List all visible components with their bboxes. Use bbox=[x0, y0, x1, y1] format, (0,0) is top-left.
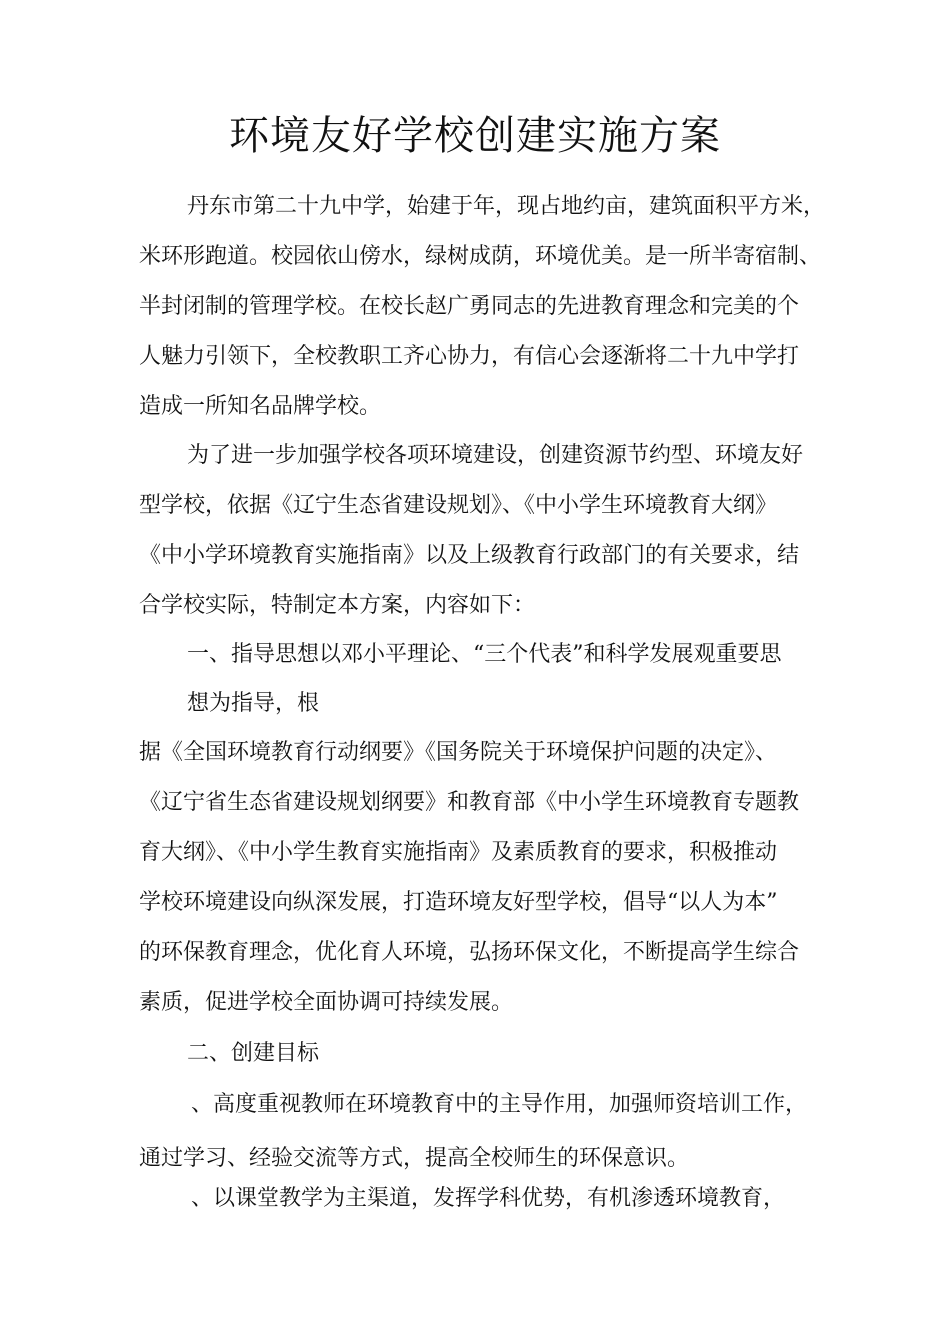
paragraph-line: 育大纲》、《中小学生教育实施指南》及素质教育的要求，积极推动 bbox=[139, 840, 778, 865]
paragraph-line: 据《全国环境教育行动纲要》《国务院关于环境保护问题的决定》、 bbox=[139, 740, 778, 765]
paragraph-line: 人魅力引领下，全校教职工齐心协力，有信心会逐渐将二十九中学打 bbox=[139, 344, 800, 369]
document-title: 环境友好学校创建实施方案 bbox=[229, 113, 721, 159]
paragraph-line: 半封闭制的管理学校。在校长赵广勇同志的先进教育理念和完美的个 bbox=[139, 294, 800, 319]
paragraph-line: 的环保教育理念，优化育人环境，弘扬环保文化，不断提高学生综合 bbox=[139, 940, 800, 965]
paragraph-line: 学校环境建设向纵深发展，打造环境友好型学校，倡导“以人为本” bbox=[139, 890, 778, 915]
paragraph-line: 《中小学环境教育实施指南》以及上级教育行政部门的有关要求，结 bbox=[139, 543, 800, 568]
paragraph-line: 为了进一步加强学校各项环境建设，创建资源节约型、环境友好 bbox=[187, 443, 804, 468]
paragraph-line: 想为指导，根 bbox=[187, 691, 320, 716]
paragraph-line: 合学校实际，特制定本方案，内容如下： bbox=[139, 593, 536, 618]
paragraph-line: 造成一所知名品牌学校。 bbox=[139, 394, 382, 419]
list-item: 、高度重视教师在环境教育中的主导作用，加强师资培训工作， bbox=[191, 1092, 808, 1117]
paragraph-line: 型学校，依据《辽宁生态省建设规划》、《中小学生环境教育大纲》 bbox=[139, 493, 778, 518]
section-heading-goals: 二、创建目标 bbox=[187, 1041, 320, 1066]
paragraph-line: 丹东市第二十九中学，始建于年，现占地约亩，建筑面积平方米， bbox=[187, 194, 826, 219]
paragraph-line: 《辽宁省生态省建设规划纲要》和教育部《中小学生环境教育专题教 bbox=[139, 790, 800, 815]
list-item: 、以课堂教学为主渠道，发挥学科优势，有机渗透环境教育， bbox=[191, 1186, 786, 1211]
paragraph-line: 素质，促进学校全面协调可持续发展。 bbox=[139, 990, 514, 1015]
paragraph-line: 米环形跑道。校园依山傍水，绿树成荫，环境优美。是一所半寄宿制、 bbox=[139, 244, 822, 269]
paragraph-line: 通过学习、经验交流等方式，提高全校师生的环保意识。 bbox=[139, 1146, 690, 1171]
section-heading-guiding-ideology: 一、指导思想以邓小平理论、“三个代表”和科学发展观重要思 bbox=[187, 642, 782, 667]
